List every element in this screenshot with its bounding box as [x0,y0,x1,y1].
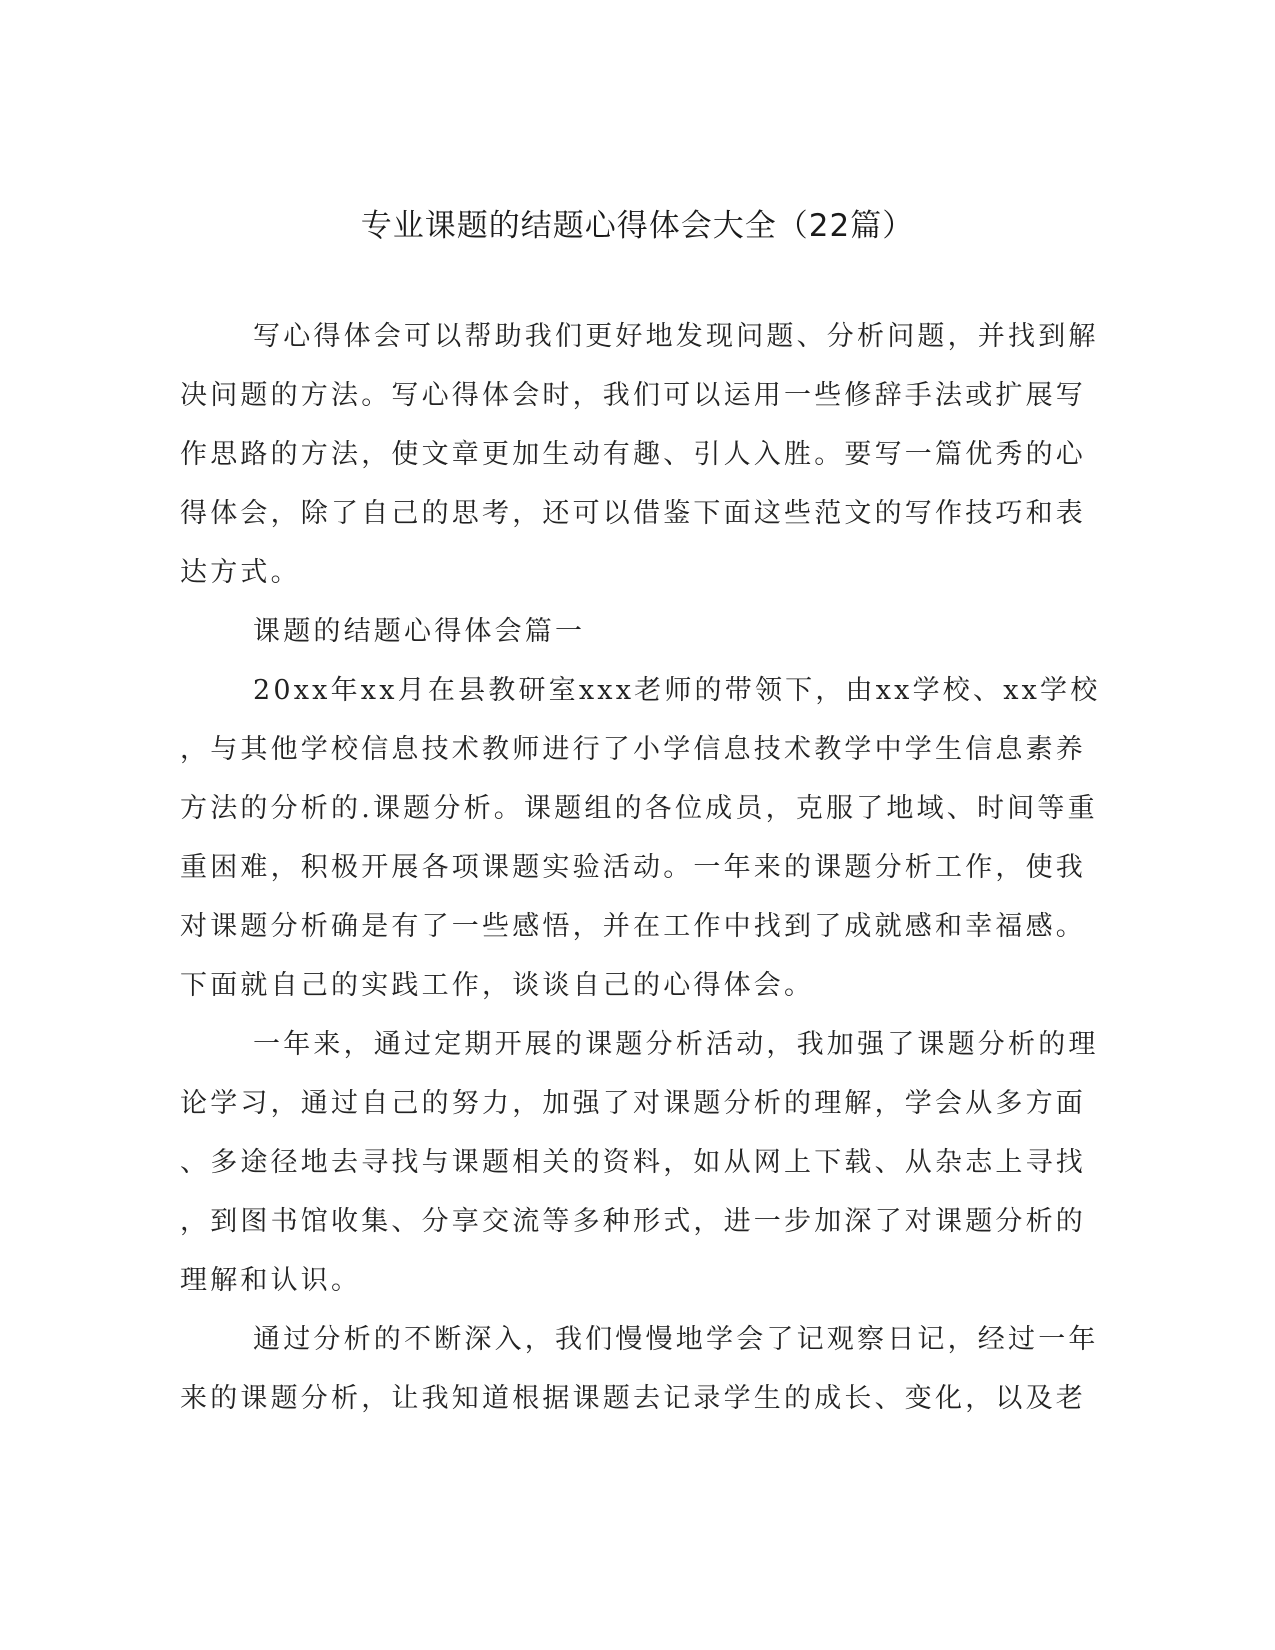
text-line: 一年来，通过定期开展的课题分析活动，我加强了课题分析的理 [253,1029,1099,1060]
text-line: 作思路的方法，使文章更加生动有趣、引人入胜。要写一篇优秀的心 [180,439,1086,470]
text-line: 写心得体会可以帮助我们更好地发现问题、分析问题，并找到解 [253,321,1099,352]
section-heading: 课题的结题心得体会篇一 [253,616,586,647]
text-line: 重困难，积极开展各项课题实验活动。一年来的课题分析工作，使我 [180,852,1086,883]
text-line: 论学习，通过自己的努力，加强了对课题分析的理解，学会从多方面 [180,1088,1086,1119]
text-line: 下面就自己的实践工作，谈谈自己的心得体会。 [180,970,815,1001]
text-line: ，与其他学校信息技术教师进行了小学信息技术教学中学生信息素养 [180,734,1086,765]
text-line: 来的课题分析，让我知道根据课题去记录学生的成长、变化，以及老 [180,1383,1086,1414]
text-line: 达方式。 [180,557,301,588]
text-line: 决问题的方法。写心得体会时，我们可以运用一些修辞手法或扩展写 [180,380,1086,411]
text-line: 方法的分析的.课题分析。课题组的各位成员，克服了地域、时间等重 [180,793,1098,824]
text-line: 对课题分析确是有了一些感悟，并在工作中找到了成就感和幸福感。 [180,911,1086,942]
text-line: ，到图书馆收集、分享交流等多种形式，进一步加深了对课题分析的 [180,1206,1086,1237]
text-line: 理解和认识。 [180,1265,362,1296]
document-title: 专业课题的结题心得体会大全（22篇） [360,208,915,244]
text-line: 得体会，除了自己的思考，还可以借鉴下面这些范文的写作技巧和表 [180,498,1086,529]
text-line: 通过分析的不断深入，我们慢慢地学会了记观察日记，经过一年 [253,1324,1099,1355]
text-line: 20xx年xx月在县教研室xxx老师的带领下，由xx学校、xx学校 [253,675,1101,706]
text-line: 、多途径地去寻找与课题相关的资料，如从网上下载、从杂志上寻找 [180,1147,1086,1178]
